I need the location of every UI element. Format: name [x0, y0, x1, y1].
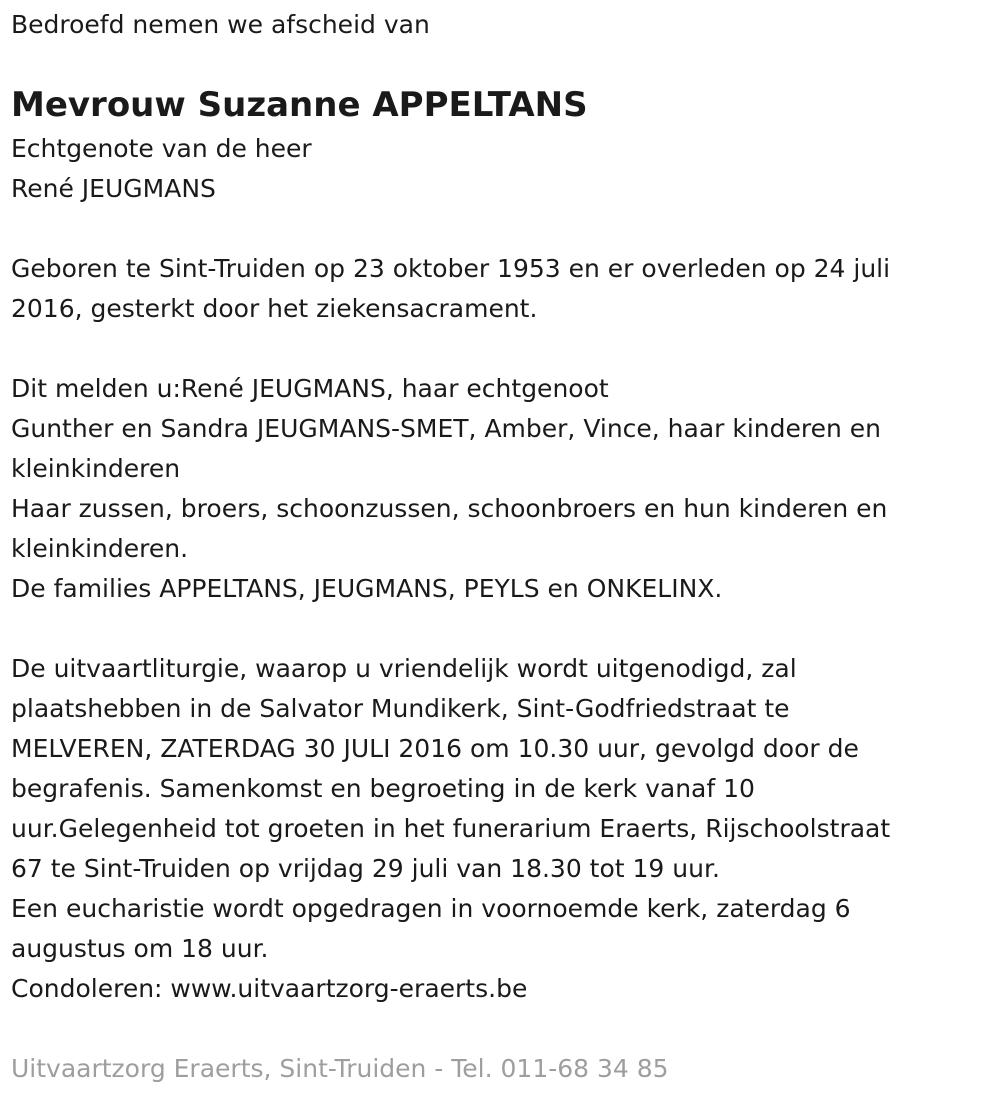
birth-death-paragraph	[11, 249, 971, 329]
family-line: Dit melden u:René JEUGMANS, haar echtgenoot	[11, 374, 609, 403]
family-line: kleinkinderen	[11, 454, 181, 483]
family-line: Haar zussen, broers, schoonzussen, schoonbroers en hun kinderen en	[11, 494, 888, 523]
spouse-line-1: Echtgenote van de heer	[11, 134, 312, 163]
ceremony-line: augustus om 18 uur.	[11, 934, 269, 963]
condolence-line: Condoleren: www.uitvaartzorg-eraerts.be	[11, 974, 528, 1003]
death-notice	[11, 5, 971, 1089]
birth-line-1: Geboren te Sint-Truiden op 23 oktober 1953 en er overleden op 24 juli	[11, 254, 891, 283]
ceremony-line: Een eucharistie wordt opgedragen in voornoemde kerk, zaterdag 6	[11, 894, 851, 923]
ceremony-line: uur.Gelegenheid tot groeten in het funerarium Eraerts, Rijschoolstraat	[11, 814, 891, 843]
ceremony-line: 67 te Sint-Truiden op vrijdag 29 juli van 18.30 tot 19 uur.	[11, 854, 720, 883]
family-line: Gunther en Sandra JEUGMANS-SMET, Amber, Vince, haar kinderen en	[11, 414, 882, 443]
ceremony-line: De uitvaartliturgie, waarop u vriendelijk wordt uitgenodigd, zal	[11, 654, 797, 683]
ceremony-line: MELVEREN, ZATERDAG 30 JULI 2016 om 10.30 uur, gevolgd door de	[11, 734, 859, 763]
ceremony-line: plaatshebben in de Salvator Mundikerk, Sint-Godfriedstraat te	[11, 694, 790, 723]
spouse-line-2: René JEUGMANS	[11, 174, 216, 203]
funeral-home-footer: Uitvaartzorg Eraerts, Sint-Truiden - Tel. 011-68 34 85	[11, 1054, 669, 1083]
family-paragraph	[11, 369, 971, 609]
birth-line-2: 2016, gesterkt door het ziekensacrament.	[11, 294, 538, 323]
intro-text: Bedroefd nemen we afscheid van	[11, 10, 430, 39]
ceremony-paragraph	[11, 649, 971, 1009]
deceased-name: Mevrouw Suzanne APPELTANS	[11, 85, 588, 125]
ceremony-line: begrafenis. Samenkomst en begroeting in de kerk vanaf 10	[11, 774, 755, 803]
family-line: kleinkinderen.	[11, 534, 189, 563]
family-line: De families APPELTANS, JEUGMANS, PEYLS en ONKELINX.	[11, 574, 723, 603]
